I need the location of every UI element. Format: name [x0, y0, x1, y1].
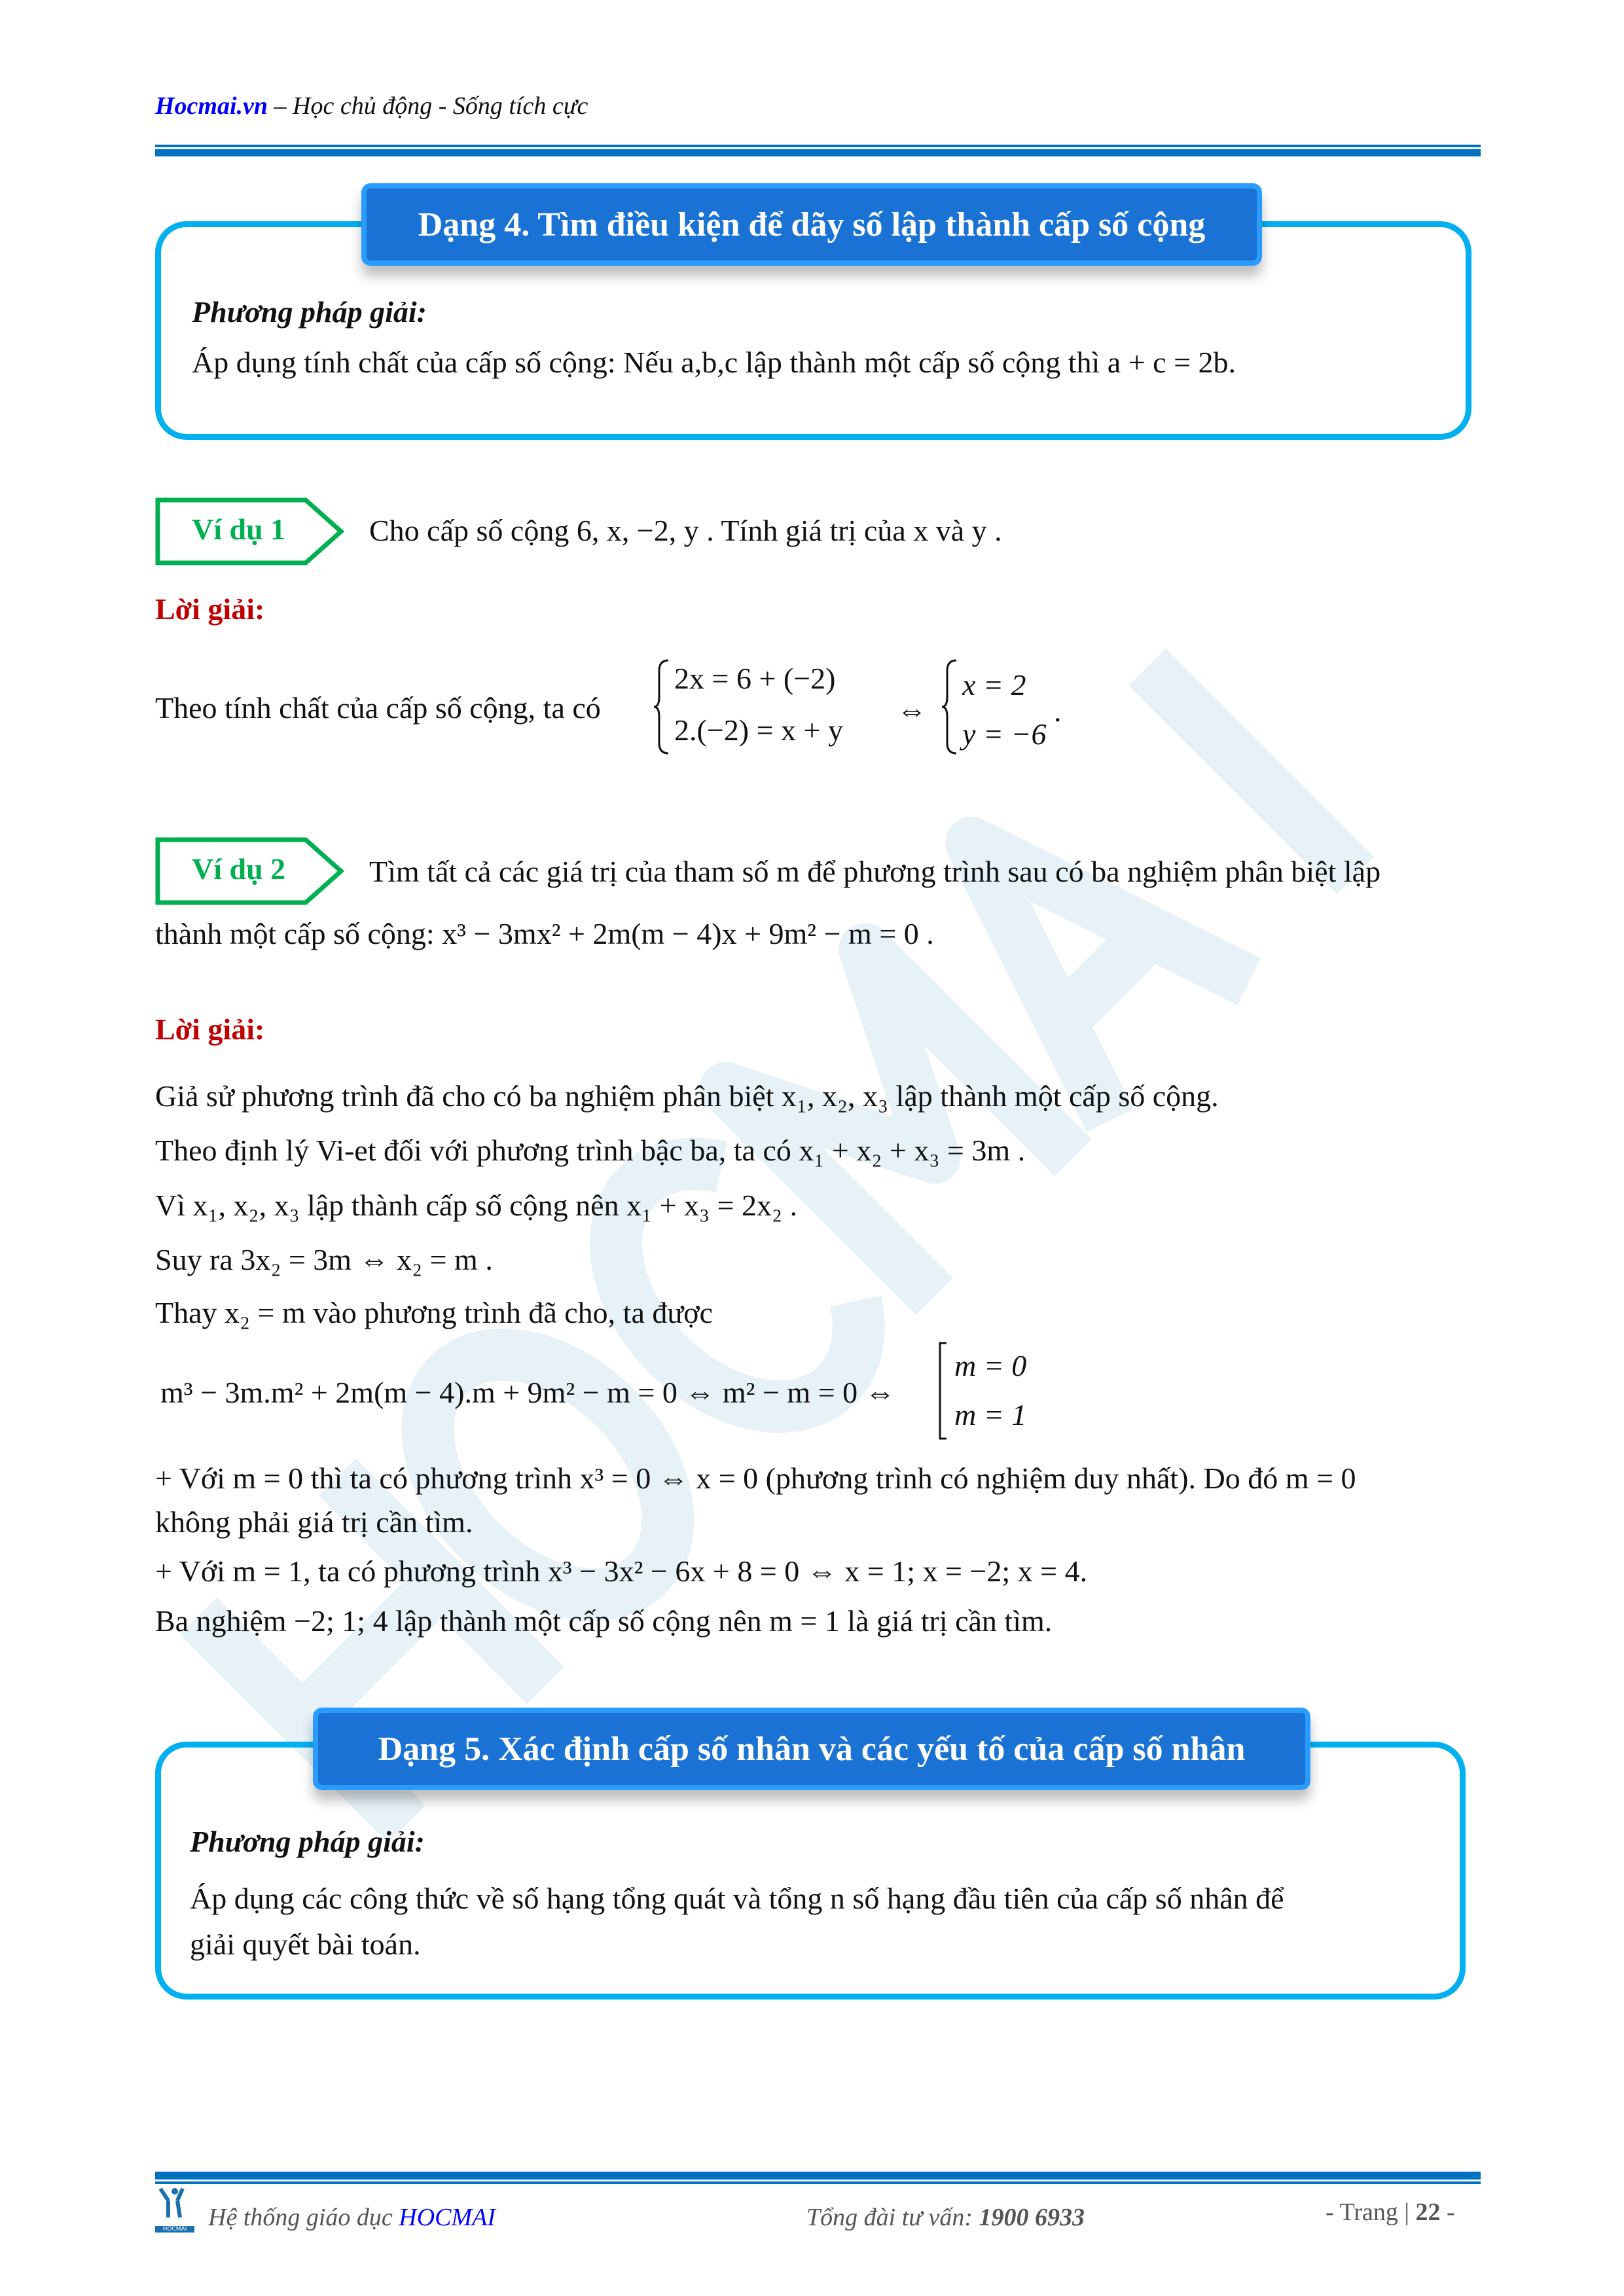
hotline-number: 1900 6933: [979, 2204, 1085, 2231]
vd1-problem: Cho cấp số cộng 6, x, −2, y . Tính giá trị của x và y .: [369, 514, 1002, 547]
brace-icon: [939, 658, 959, 756]
case1-line2: không phải giá trị cần tìm.: [155, 1505, 473, 1539]
page-end: -: [1440, 2198, 1455, 2226]
equivalence-arrow: ⇔: [897, 693, 927, 726]
solution-line: Thay x₂ = m vào phương trình đã cho, ta được: [155, 1296, 713, 1329]
case: m = 0: [954, 1349, 1027, 1382]
footer-rule-thin: [155, 2181, 1481, 2184]
header-slogan: – Học chủ động - Sống tích cực: [268, 92, 588, 120]
hotline-label: Tổng đài tư vấn:: [806, 2204, 979, 2231]
dang4-method-label: Phương pháp giải:: [192, 295, 427, 329]
equation: 2x = 6 + (−2): [674, 662, 836, 695]
hocmai-logo-icon: [155, 2186, 194, 2233]
vd2-tag: [155, 837, 345, 900]
vd1-solution-intro: Theo tính chất của cấp số cộng, ta có: [155, 691, 601, 725]
dang5-method-line2: giải quyết bài toán.: [190, 1928, 421, 1961]
dang5-method-label: Phương pháp giải:: [190, 1825, 425, 1858]
footer-system-text: Hệ thống giáo dục: [208, 2204, 399, 2231]
dang5-title: Dạng 5. Xác định cấp số nhân và các yếu tố của cấp số nhân: [313, 1708, 1310, 1790]
page-value: 22: [1415, 2198, 1441, 2226]
vd1-solution-label: Lời giải:: [155, 592, 265, 626]
dang5-method-line1: Áp dụng các công thức về số hạng tổng quát và tổng n số hạng đầu tiên của cấp số nhân để: [190, 1882, 1284, 1915]
solution-line: Theo định lý Vi-et đối với phương trình bậc ba, ta có x₁ + x₂ + x₃ = 3m .: [155, 1134, 1026, 1167]
solution-line: Giả sử phương trình đã cho có ba nghiệm phân biệt x₁, x₂, x₃ lập thành một cấp số cộng.: [155, 1079, 1219, 1113]
vd1-system-1: [674, 661, 843, 747]
vd1-tag-label: Ví dụ 1: [192, 512, 286, 546]
page-label: - Trang |: [1326, 2198, 1416, 2226]
solution-line: Suy ra 3x₂ = 3m ⇔ x₂ = m .: [155, 1243, 493, 1276]
vd2-problem-line2: thành một cấp số cộng: x³ − 3mx² + 2m(m − 4)x + 9m² − m = 0 .: [155, 917, 934, 950]
vd2-cases: [954, 1348, 1026, 1432]
page-header: [155, 92, 588, 120]
header-rule-thin: [155, 145, 1481, 147]
dang4-title: Dạng 4. Tìm điều kiện để dãy số lập thành cấp số cộng: [361, 183, 1262, 266]
equation: 2.(−2) = x + y: [674, 713, 843, 747]
brace-icon: [651, 658, 671, 756]
vd2-tag-label: Ví dụ 2: [192, 852, 286, 886]
case: m = 1: [954, 1398, 1027, 1431]
footer-hotline: [806, 2203, 1085, 2232]
bracket-icon: [936, 1342, 949, 1440]
equation: y = −6: [962, 717, 1047, 751]
dang4-method-text: Áp dụng tính chất của cấp số cộng: Nếu a,b,c lập thành một cấp số cộng thì a + c = 2b.: [192, 346, 1236, 379]
page-number: [1326, 2198, 1455, 2227]
footer-rule-thick: [155, 2172, 1481, 2179]
header-brand: Hocmai.vn: [155, 92, 268, 120]
solution-line: Vì x₁, x₂, x₃ lập thành cấp số cộng nên x₁ + x₃ = 2x₂ .: [155, 1189, 798, 1222]
case1-line1: + Với m = 0 thì ta có phương trình x³ = 0 ⇔ x = 0 (phương trình có nghiệm duy nhất). Do đó m = 0: [155, 1462, 1356, 1495]
vd2-problem-line1: Tìm tất cả các giá trị của tham số m để phương trình sau có ba nghiệm phân biệt lập: [369, 855, 1381, 888]
vd1-system-2: [962, 668, 1047, 751]
logo-text: HOCMAI: [155, 2226, 194, 2233]
conclusion: Ba nghiệm −2; 1; 4 lập thành một cấp số cộng nên m = 1 là giá trị cần tìm.: [155, 1604, 1053, 1638]
footer-system: [208, 2203, 496, 2232]
period: .: [1054, 694, 1062, 728]
equation: x = 2: [962, 668, 1026, 702]
footer-brand: HOCMAI: [399, 2204, 496, 2231]
header-rule-thick: [155, 149, 1481, 156]
vd2-equation: m³ − 3m.m² + 2m(m − 4).m + 9m² − m = 0 ⇔ m² − m = 0 ⇔: [160, 1376, 895, 1409]
vd1-tag: [155, 497, 345, 560]
vd2-solution-label: Lời giải:: [155, 1013, 265, 1046]
case2-line: + Với m = 1, ta có phương trình x³ − 3x² − 6x + 8 = 0 ⇔ x = 1; x = −2; x = 4.: [155, 1554, 1088, 1588]
